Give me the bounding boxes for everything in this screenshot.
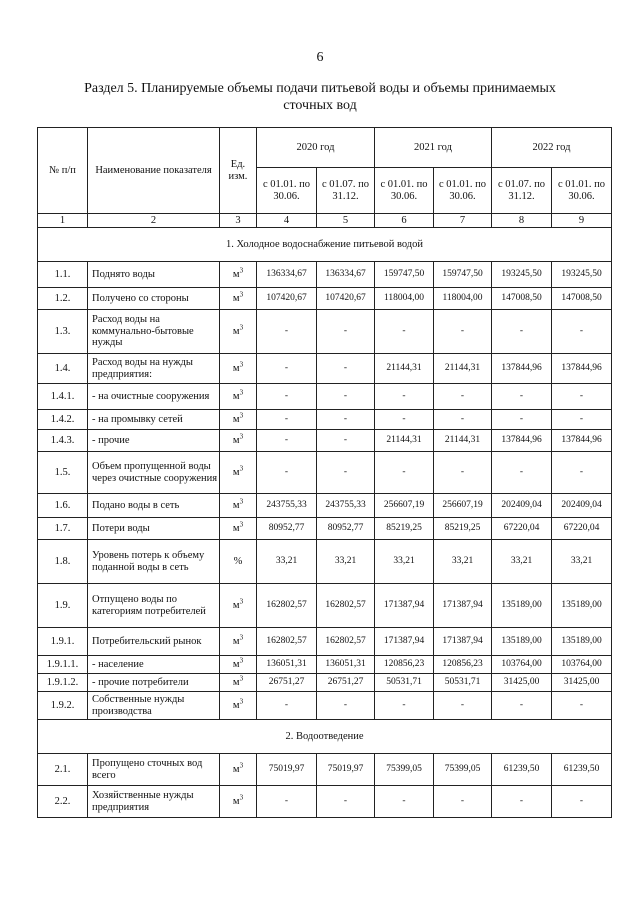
value-cell: 162802,57 [317, 628, 375, 656]
value-cell: 33,21 [375, 540, 434, 584]
column-index: 2 [88, 214, 220, 228]
unit-cell: $м^3$ [220, 754, 257, 786]
indicator-name: Хозяйственные нужды предприятия [88, 786, 220, 818]
value-cell: - [552, 410, 612, 430]
table-row [38, 754, 612, 786]
value-cell: 171387,94 [375, 584, 434, 628]
value-cell: - [492, 410, 552, 430]
section-header-row [38, 228, 612, 262]
unit-cell: $м^3$ [220, 494, 257, 518]
row-number: 1.6. [38, 494, 88, 518]
row-number: 1.4. [38, 354, 88, 384]
value-cell: - [434, 452, 492, 494]
column-index: 9 [552, 214, 612, 228]
unit-cell: $м^3$ [220, 410, 257, 430]
header-year-2020: 2020 год [257, 128, 375, 168]
indicator-name: Объем пропущенной воды через очистные сооружения [88, 452, 220, 494]
value-cell: - [434, 410, 492, 430]
section-header-row [38, 720, 612, 754]
value-cell: - [257, 786, 317, 818]
table-row [38, 354, 612, 384]
table-row [38, 518, 612, 540]
value-cell: - [552, 384, 612, 410]
value-cell: 31425,00 [492, 674, 552, 692]
header-period: с 01.07. по 31.12. [317, 168, 375, 214]
value-cell: 135189,00 [492, 628, 552, 656]
value-cell: 26751,27 [257, 674, 317, 692]
value-cell: 136051,31 [257, 656, 317, 674]
section-heading: 2. Водоотведение [38, 720, 612, 754]
value-cell: - [317, 410, 375, 430]
value-cell: - [257, 430, 317, 452]
header-period: с 01.01. по 30.06. [375, 168, 434, 214]
value-cell: 137844,96 [492, 354, 552, 384]
section-heading: 1. Холодное водоснабжение питьевой водой [38, 228, 612, 262]
value-cell: - [375, 410, 434, 430]
value-cell: - [375, 452, 434, 494]
unit-cell: $м^3$ [220, 384, 257, 410]
value-cell: 33,21 [492, 540, 552, 584]
indicator-name: Потери воды [88, 518, 220, 540]
unit-cell: $м^3$ [220, 628, 257, 656]
header-period: с 01.07. по 31.12. [492, 168, 552, 214]
table-row [38, 656, 612, 674]
value-cell: 243755,33 [317, 494, 375, 518]
value-cell: 80952,77 [257, 518, 317, 540]
row-number: 1.9. [38, 584, 88, 628]
indicator-name: Расход воды на коммунально-бытовые нужды [88, 310, 220, 354]
unit-cell: $м^3$ [220, 518, 257, 540]
value-cell: 75399,05 [375, 754, 434, 786]
header-period: с 01.01. по 30.06. [552, 168, 612, 214]
value-cell: 107420,67 [257, 288, 317, 310]
value-cell: 80952,77 [317, 518, 375, 540]
value-cell: - [434, 692, 492, 720]
column-index: 3 [220, 214, 257, 228]
value-cell: 120856,23 [375, 656, 434, 674]
value-cell: - [375, 786, 434, 818]
unit-cell: $м^3$ [220, 354, 257, 384]
header-year-2021: 2021 год [375, 128, 492, 168]
value-cell: 33,21 [434, 540, 492, 584]
value-cell: - [492, 692, 552, 720]
page-number: 6 [316, 50, 324, 65]
value-cell: 193245,50 [492, 262, 552, 288]
column-index-row [38, 214, 612, 228]
value-cell: 136334,67 [317, 262, 375, 288]
table-row [38, 384, 612, 410]
value-cell: - [257, 384, 317, 410]
value-cell: 103764,00 [552, 656, 612, 674]
value-cell: - [552, 692, 612, 720]
value-cell: - [257, 354, 317, 384]
value-cell: 135189,00 [552, 628, 612, 656]
value-cell: - [317, 310, 375, 354]
header-period: с 01.01. по 30.06. [257, 168, 317, 214]
value-cell: 67220,04 [552, 518, 612, 540]
value-cell: 137844,96 [552, 430, 612, 452]
indicator-name: - прочие [88, 430, 220, 452]
value-cell: 171387,94 [375, 628, 434, 656]
value-cell: - [434, 310, 492, 354]
value-cell: 75019,97 [257, 754, 317, 786]
value-cell: - [375, 384, 434, 410]
indicator-name: - прочие потребители [88, 674, 220, 692]
header-unit: Ед. изм. [220, 128, 257, 214]
value-cell: - [434, 384, 492, 410]
indicator-name: - на промывку сетей [88, 410, 220, 430]
planned-volumes-table [37, 127, 612, 818]
value-cell: 193245,50 [552, 262, 612, 288]
value-cell: 136334,67 [257, 262, 317, 288]
indicator-name: Получено со стороны [88, 288, 220, 310]
row-number: 1.9.1. [38, 628, 88, 656]
value-cell: 162802,57 [317, 584, 375, 628]
unit-cell: $м^3$ [220, 584, 257, 628]
value-cell: 135189,00 [492, 584, 552, 628]
table-row [38, 584, 612, 628]
unit-cell: $м^3$ [220, 656, 257, 674]
value-cell: 50531,71 [434, 674, 492, 692]
value-cell: - [375, 692, 434, 720]
value-cell: 21144,31 [375, 354, 434, 384]
value-cell: 256607,19 [434, 494, 492, 518]
value-cell: 162802,57 [257, 584, 317, 628]
row-number: 1.9.2. [38, 692, 88, 720]
value-cell: 136051,31 [317, 656, 375, 674]
value-cell: - [492, 786, 552, 818]
value-cell: 256607,19 [375, 494, 434, 518]
row-number: 1.4.1. [38, 384, 88, 410]
value-cell: 75399,05 [434, 754, 492, 786]
table-row [38, 430, 612, 452]
table-row [38, 786, 612, 818]
value-cell: 159747,50 [375, 262, 434, 288]
value-cell: - [317, 384, 375, 410]
indicator-name: - население [88, 656, 220, 674]
value-cell: 67220,04 [492, 518, 552, 540]
row-number: 1.9.1.2. [38, 674, 88, 692]
value-cell: 26751,27 [317, 674, 375, 692]
header-period: с 01.01. по 30.06. [434, 168, 492, 214]
value-cell: - [434, 786, 492, 818]
value-cell: 118004,00 [375, 288, 434, 310]
column-index: 7 [434, 214, 492, 228]
value-cell: - [257, 692, 317, 720]
value-cell: 33,21 [317, 540, 375, 584]
header-name: Наименование показателя [88, 128, 220, 214]
row-number: 1.5. [38, 452, 88, 494]
indicator-name: Поднято воды [88, 262, 220, 288]
value-cell: 135189,00 [552, 584, 612, 628]
value-cell: - [257, 410, 317, 430]
value-cell: 107420,67 [317, 288, 375, 310]
value-cell: 202409,04 [552, 494, 612, 518]
value-cell: - [492, 310, 552, 354]
value-cell: - [257, 310, 317, 354]
value-cell: 120856,23 [434, 656, 492, 674]
value-cell: 61239,50 [492, 754, 552, 786]
header-num: № п/п [38, 128, 88, 214]
value-cell: 21144,31 [375, 430, 434, 452]
row-number: 2.2. [38, 786, 88, 818]
value-cell: 103764,00 [492, 656, 552, 674]
value-cell: 75019,97 [317, 754, 375, 786]
table-row [38, 310, 612, 354]
table-row [38, 674, 612, 692]
value-cell: 31425,00 [552, 674, 612, 692]
value-cell: 147008,50 [492, 288, 552, 310]
value-cell: - [257, 452, 317, 494]
value-cell: 33,21 [552, 540, 612, 584]
unit-cell: % [220, 540, 257, 584]
value-cell: - [552, 786, 612, 818]
table-row [38, 452, 612, 494]
value-cell: - [552, 310, 612, 354]
value-cell: 33,21 [257, 540, 317, 584]
unit-cell: $м^3$ [220, 692, 257, 720]
value-cell: 159747,50 [434, 262, 492, 288]
value-cell: - [375, 310, 434, 354]
unit-cell: $м^3$ [220, 288, 257, 310]
table-row [38, 628, 612, 656]
indicator-name: Расход воды на нужды предприятия: [88, 354, 220, 384]
value-cell: - [317, 692, 375, 720]
value-cell: 85219,25 [375, 518, 434, 540]
value-cell: 171387,94 [434, 584, 492, 628]
indicator-name: Отпущено воды по категориям потребителей [88, 584, 220, 628]
value-cell: 61239,50 [552, 754, 612, 786]
value-cell: - [317, 354, 375, 384]
value-cell: 85219,25 [434, 518, 492, 540]
table-row [38, 288, 612, 310]
value-cell: - [317, 430, 375, 452]
value-cell: - [552, 452, 612, 494]
row-number: 1.3. [38, 310, 88, 354]
row-number: 1.8. [38, 540, 88, 584]
value-cell: 50531,71 [375, 674, 434, 692]
unit-cell: $м^3$ [220, 674, 257, 692]
indicator-name: Пропущено сточных вод всего [88, 754, 220, 786]
table-row [38, 540, 612, 584]
value-cell: 147008,50 [552, 288, 612, 310]
indicator-name: Уровень потерь к объему поданной воды в сеть [88, 540, 220, 584]
value-cell: - [492, 384, 552, 410]
unit-cell: $м^3$ [220, 430, 257, 452]
row-number: 1.4.2. [38, 410, 88, 430]
value-cell: 162802,57 [257, 628, 317, 656]
value-cell: 202409,04 [492, 494, 552, 518]
table-row [38, 692, 612, 720]
value-cell: 21144,31 [434, 430, 492, 452]
value-cell: - [317, 786, 375, 818]
row-number: 1.4.3. [38, 430, 88, 452]
section-title: Раздел 5. Планируемые объемы подачи питьевой воды и объемы принимаемых сточных вод [84, 81, 556, 113]
value-cell: 243755,33 [257, 494, 317, 518]
value-cell: 118004,00 [434, 288, 492, 310]
column-index: 5 [317, 214, 375, 228]
column-index: 8 [492, 214, 552, 228]
unit-cell: $м^3$ [220, 262, 257, 288]
table-row [38, 410, 612, 430]
column-index: 4 [257, 214, 317, 228]
value-cell: - [317, 452, 375, 494]
row-number: 1.1. [38, 262, 88, 288]
table-row [38, 494, 612, 518]
column-index: 1 [38, 214, 88, 228]
value-cell: 137844,96 [552, 354, 612, 384]
value-cell: 137844,96 [492, 430, 552, 452]
column-index: 6 [375, 214, 434, 228]
row-number: 1.9.1.1. [38, 656, 88, 674]
value-cell: - [492, 452, 552, 494]
row-number: 1.7. [38, 518, 88, 540]
value-cell: 171387,94 [434, 628, 492, 656]
indicator-name: - на очистные сооружения [88, 384, 220, 410]
unit-cell: $м^3$ [220, 452, 257, 494]
row-number: 2.1. [38, 754, 88, 786]
value-cell: 21144,31 [434, 354, 492, 384]
header-year-2022: 2022 год [492, 128, 612, 168]
indicator-name: Подано воды в сеть [88, 494, 220, 518]
row-number: 1.2. [38, 288, 88, 310]
unit-cell: $м^3$ [220, 786, 257, 818]
table-row [38, 262, 612, 288]
indicator-name: Потребительский рынок [88, 628, 220, 656]
unit-cell: $м^3$ [220, 310, 257, 354]
indicator-name: Собственные нужды производства [88, 692, 220, 720]
